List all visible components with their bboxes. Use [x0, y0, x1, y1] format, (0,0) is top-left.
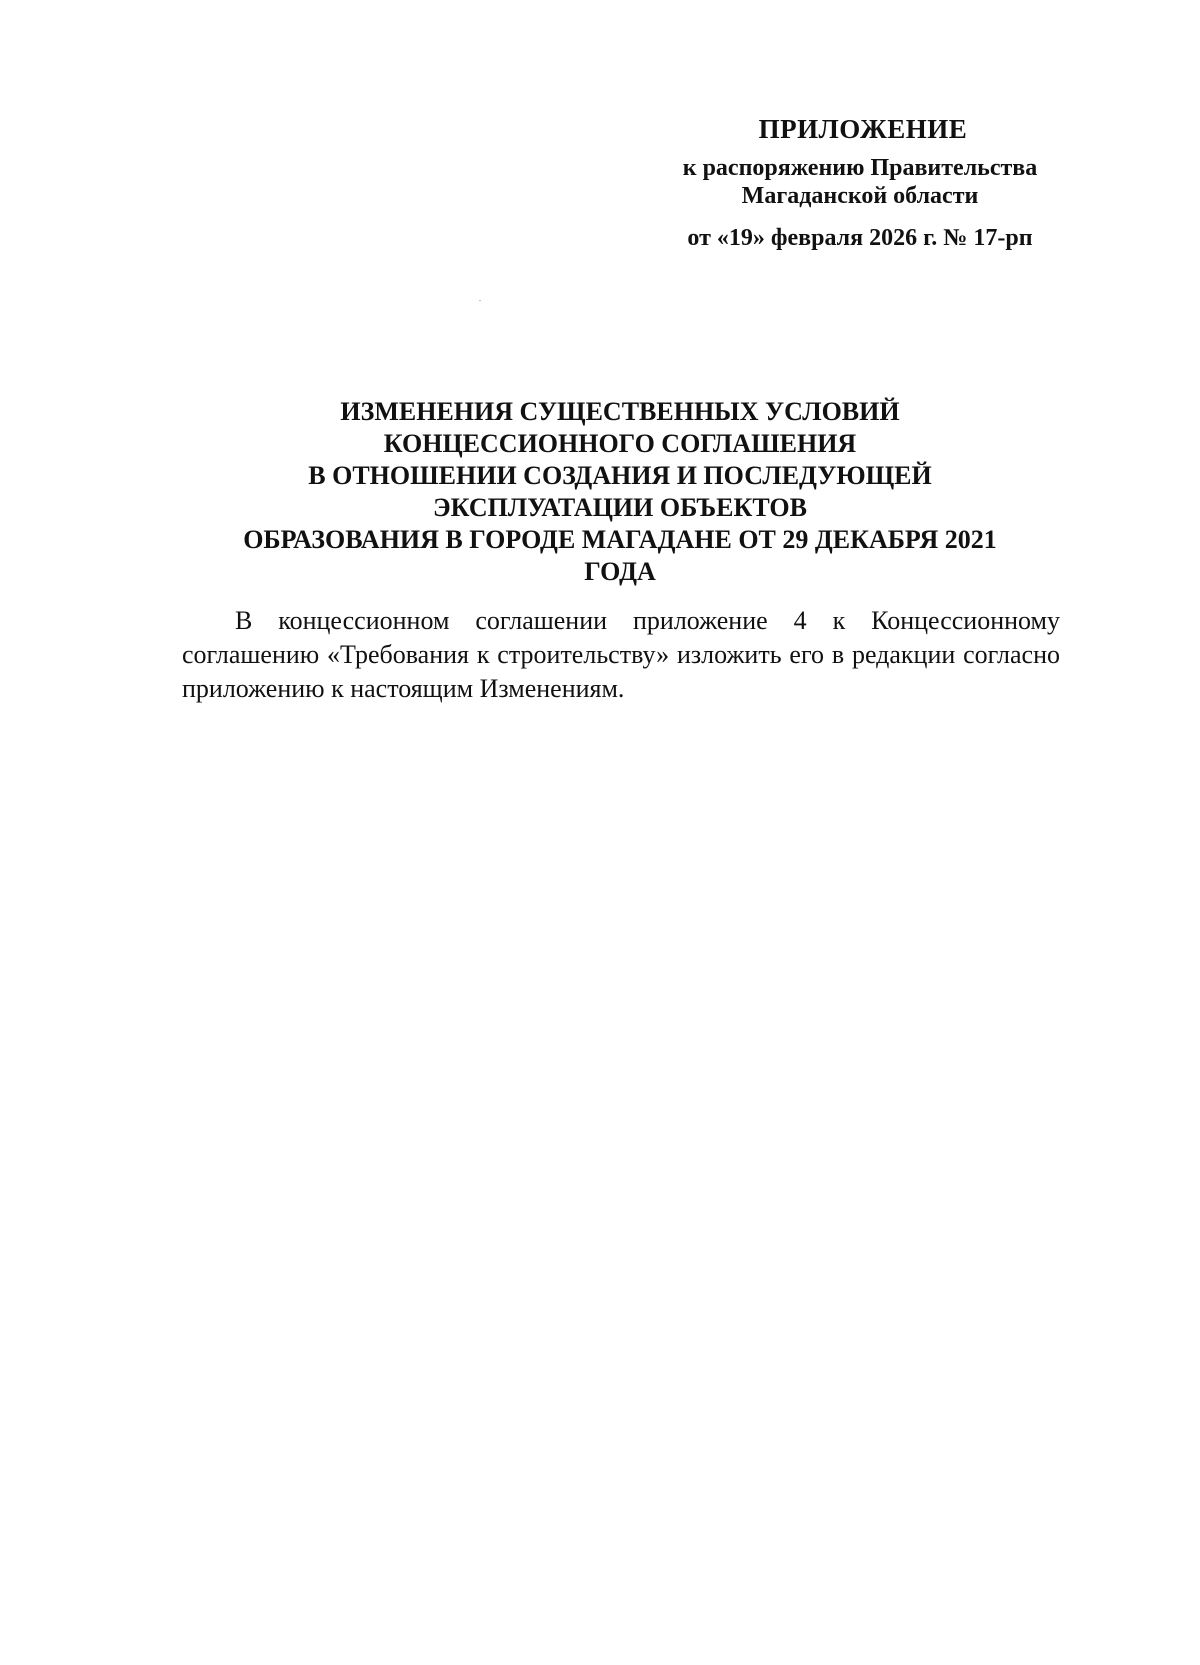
document-title-line: ОБРАЗОВАНИЯ В ГОРОДЕ МАГАДАНЕ ОТ 29 ДЕКАБРЯ 2021 [243, 525, 997, 554]
appendix-header [640, 112, 1080, 252]
appendix-date-number: от «19» февраля 2026 г. № 17-рп [687, 225, 1033, 251]
document-title-line: ГОДА [584, 557, 656, 586]
body-paragraph: В концессионном соглашении приложение 4 к Концессионному соглашению «Требования к строительству» изложить его в редакции согласно приложению к настоящим Изменениям. [182, 606, 1060, 703]
document-title [160, 396, 1080, 588]
scan-speck [479, 300, 481, 301]
appendix-title: ПРИЛОЖЕНИЕ [758, 114, 968, 144]
document-title-line: В ОТНОШЕНИИ СОЗДАНИЯ И ПОСЛЕДУЮЩЕЙ [308, 461, 932, 490]
document-title-line: ИЗМЕНЕНИЯ СУЩЕСТВЕННЫХ УСЛОВИЙ [340, 397, 900, 426]
document-title-line: КОНЦЕССИОННОГО СОГЛАШЕНИЯ [383, 429, 857, 458]
appendix-reference-line-2: Магаданской области [741, 183, 979, 209]
document-title-line: ЭКСПЛУАТАЦИИ ОБЪЕКТОВ [433, 493, 807, 522]
appendix-reference-line-1: к распоряжению Правительства [682, 155, 1038, 181]
